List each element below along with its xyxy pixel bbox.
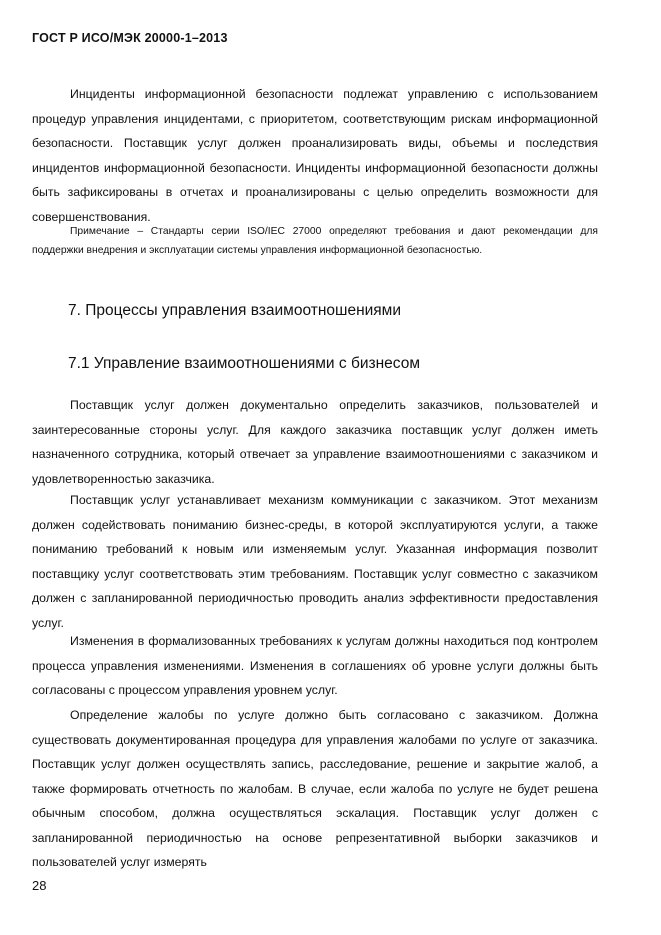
section-heading-7: 7. Процессы управления взаимоотношениями <box>68 302 401 319</box>
standard-header: ГОСТ Р ИСО/МЭК 20000-1–2013 <box>32 31 228 45</box>
paragraph-customers: Поставщик услуг должен документально определить заказчиков, пользователей и заинтересованные стороны услуг. Для каждого заказчика поставщик услуг должен иметь назначенного сотрудника, который отвечает за управление взаимоотношениями с заказчиком и удовлетворенностью заказчика. <box>32 398 598 486</box>
paragraph-security-incidents: Инциденты информационной безопасности подлежат управлению с использованием процедур управления инцидентами, с приоритетом, соответствующим рискам информационной безопасности. Поставщик услуг должен проанализировать виды, объемы и последствия инцидентов информационной безопасности. Инциденты информационной безопасности должны быть зафиксированы в отчетах и проанализированы с целью определить возможности для совершенствования. <box>32 87 598 224</box>
note-paragraph: Примечание – Стандарты серии ISO/IEC 27000 определяют требования и дают рекомендации для поддержки внедрения и эксплуатации системы управления информационной безопасностью. <box>32 226 598 256</box>
paragraph-complaints: Определение жалобы по услуге должно быть согласовано с заказчиком. Должна существовать документированная процедура для управления жалобами по услуге от заказчика. Поставщик услуг должен осуществлять запись, расследование, решение и закрытие жалоб, а также формировать отчетность по жалобам. В случае, если жалоба по услуге не будет решена обычным способом, должна осуществляться эскалация. Поставщик услуг должен с запланированной периодичностью на основе репрезентативной выборки заказчиков и пользователей услуг измерять <box>32 708 598 869</box>
section-heading-7-1: 7.1 Управление взаимоотношениями с бизнесом <box>68 355 420 372</box>
paragraph-changes: Изменения в формализованных требованиях к услугам должны находиться под контролем процесса управления изменениями. Изменения в соглашениях об уровне услуги должны быть согласованы с процессом управления уровнем услуг. <box>32 634 598 697</box>
page-number: 28 <box>32 878 47 893</box>
paragraph-communication: Поставщик услуг устанавливает механизм коммуникации с заказчиком. Этот механизм должен содействовать пониманию бизнес-среды, в которой эксплуатируются услуги, а также пониманию требований к новым или изменяемым услуг. Указанная информация позволит поставщику услуг соответствовать этим требованиям. Поставщик услуг совместно с заказчиком должен с запланированной периодичностью проводить анализ эффективности предоставления услуг. <box>32 493 598 630</box>
